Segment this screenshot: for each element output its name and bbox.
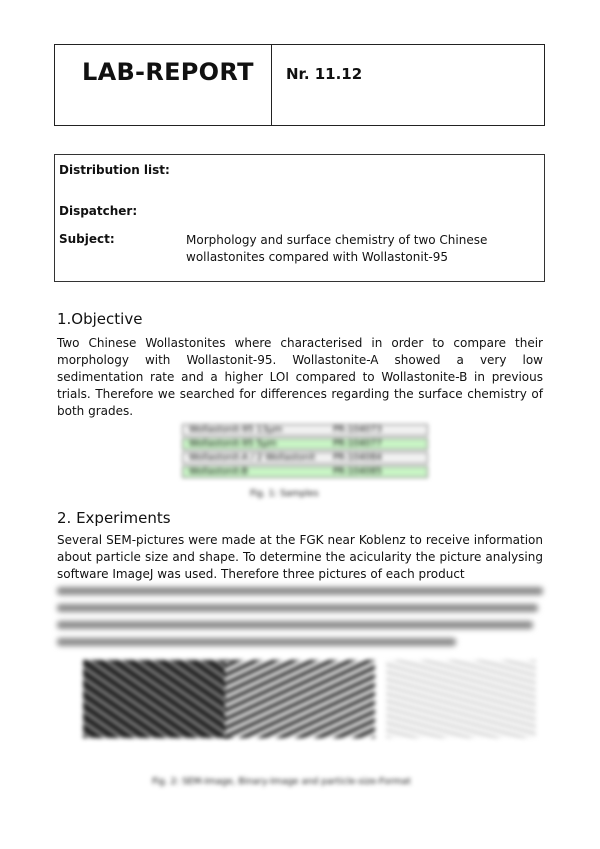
header-divider [271, 44, 272, 126]
sample-name: Wollastonit-A / 2 Wollastonit [189, 453, 316, 463]
sample-name: Wollastonit-95 5μm [189, 439, 277, 449]
subject-label: Subject: [59, 232, 115, 246]
blurred-text-block [57, 587, 543, 655]
blurred-line [57, 604, 538, 612]
table-row [182, 452, 428, 464]
table-row [182, 438, 428, 450]
table-caption: Fig. 1: Samples [250, 489, 319, 499]
blurred-line [57, 587, 543, 595]
dispatcher-label: Dispatcher: [59, 204, 138, 218]
table-row [182, 424, 428, 436]
distribution-list-label: Distribution list: [59, 163, 170, 177]
figure-caption: Fig. 2: SEM-Image, Binary-Image and particle-size-Format [152, 777, 411, 787]
blurred-line [57, 621, 533, 629]
sample-name: Wollastonit-95 13μm [189, 425, 283, 435]
sample-id: PR-104077 [333, 439, 382, 449]
sample-name: Wollastonit-B [189, 467, 248, 477]
table-row [182, 466, 428, 478]
samples-table [182, 424, 428, 480]
objective-paragraph: Two Chinese Wollastonites where characterised in order to compare their morphology with Wollastonit-95. Wollastonite-A showed a very low sedimentation rate and a higher LOI compared to Wollastonite-B in previous trials. Therefore we searched for differences regarding the surface chemistry of both grades. [57, 336, 543, 418]
subject-value: Morphology and surface chemistry of two Chinese wollastonites compared with Wollastonit-95 [186, 233, 488, 264]
sample-id: PR-104084 [333, 453, 382, 463]
sample-id: PR-104073 [333, 425, 382, 435]
report-number: Nr. 11.12 [286, 65, 363, 83]
experiments-paragraph: Several SEM-pictures were made at the FGK near Koblenz to receive information about particle size and shape. To determine the acicularity the picture analysing software ImageJ was used. Therefore three pictures of each product [57, 533, 543, 581]
sem-image [83, 660, 233, 738]
experiments-heading: 2. Experiments [57, 509, 171, 527]
report-title: LAB-REPORT [82, 58, 254, 86]
particle-size-image [386, 660, 536, 738]
blurred-line [57, 638, 456, 646]
objective-heading: 1.Objective [57, 310, 143, 328]
sample-id: PR-104085 [333, 467, 382, 477]
binary-image [225, 660, 375, 738]
